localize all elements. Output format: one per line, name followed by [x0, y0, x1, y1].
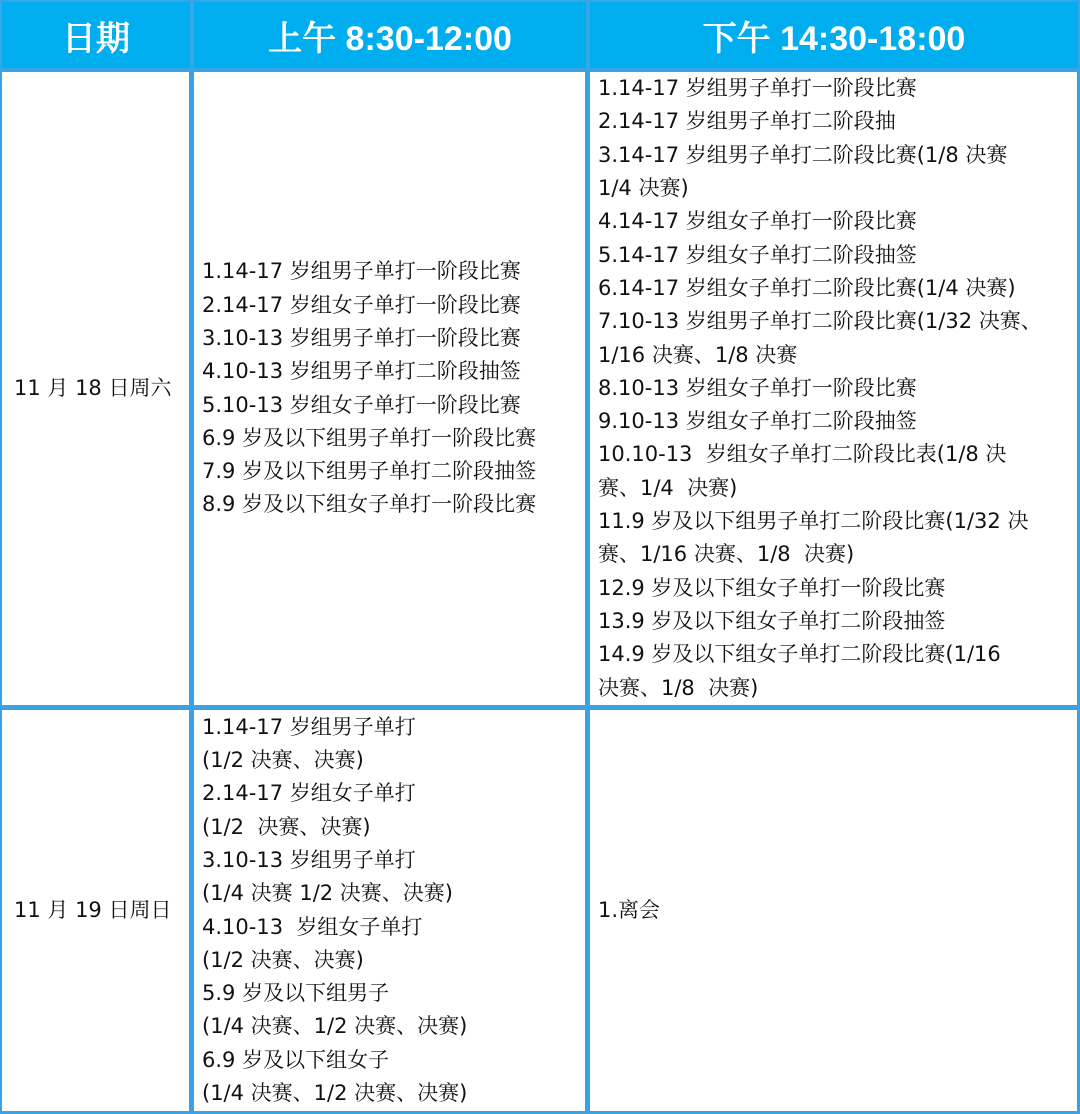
header-afternoon: 下午 14:30-18:00 — [588, 0, 1080, 70]
schedule-line: 7.9 岁及以下组男子单打二阶段抽签 — [202, 459, 537, 484]
schedule-line: 3.14-17 岁组男子单打二阶段比赛(1/8 决赛 — [598, 142, 1008, 167]
row-1-afternoon — [587, 69, 1080, 708]
schedule-line: 5.14-17 岁组女子单打二阶段抽签 — [598, 242, 917, 267]
date-label: 11 月 18 日周六 — [14, 375, 172, 400]
schedule-line: 决赛、1/8 决赛) — [598, 675, 759, 700]
schedule-line: 1.14-17 岁组男子单打 — [202, 714, 416, 739]
header-date: 日期 — [0, 0, 192, 70]
schedule-line: 6.14-17 岁组女子单打二阶段比赛(1/4 决赛) — [598, 275, 1016, 300]
schedule-line: 1/16 决赛、1/8 决赛 — [598, 342, 798, 367]
row-2-date — [0, 707, 192, 1114]
schedule-line: 赛、1/16 决赛、1/8 决赛) — [598, 542, 855, 567]
header-morning: 上午 8:30-12:00 — [192, 0, 588, 70]
schedule-line: (1/4 决赛、1/2 决赛、决赛) — [202, 1014, 468, 1039]
schedule-line: 8.10-13 岁组女子单打一阶段比赛 — [598, 375, 917, 400]
schedule-line: 2.14-17 岁组女子单打 — [202, 781, 416, 806]
row-2-afternoon — [587, 707, 1080, 1114]
schedule-line: 2.14-17 岁组男子单打二阶段抽 — [598, 109, 896, 134]
schedule-line: 1.离会 — [598, 897, 661, 922]
row-1-morning — [191, 69, 588, 708]
schedule-line: 5.10-13 岁组女子单打一阶段比赛 — [202, 392, 521, 417]
schedule-line: 10.10-13 岁组女子单打二阶段比表(1/8 决 — [598, 442, 1007, 467]
schedule-line: 2.14-17 岁组女子单打一阶段比赛 — [202, 292, 521, 317]
schedule-line: 14.9 岁及以下组女子单打二阶段比赛(1/16 — [598, 642, 1001, 667]
schedule-line: 5.9 岁及以下组男子 — [202, 981, 390, 1006]
schedule-line: 13.9 岁及以下组女子单打二阶段抽签 — [598, 608, 946, 633]
schedule-line: 12.9 岁及以下组女子单打一阶段比赛 — [598, 575, 946, 600]
date-label: 11 月 19 日周日 — [14, 897, 172, 922]
schedule-line: 1/4 决赛) — [598, 176, 689, 201]
schedule-line: (1/4 决赛 1/2 决赛、决赛) — [202, 881, 454, 906]
schedule-line: (1/4 决赛、1/2 决赛、决赛) — [202, 1080, 468, 1105]
schedule-line: 3.10-13 岁组男子单打 — [202, 847, 416, 872]
schedule-line: 1.14-17 岁组男子单打一阶段比赛 — [598, 76, 917, 101]
schedule-line: 3.10-13 岁组男子单打一阶段比赛 — [202, 325, 521, 350]
schedule-line: 9.10-13 岁组女子单打二阶段抽签 — [598, 409, 917, 434]
row-2-morning — [191, 707, 588, 1114]
schedule-line: 1.14-17 岁组男子单打一阶段比赛 — [202, 259, 521, 284]
schedule-line: (1/2 决赛、决赛) — [202, 748, 364, 773]
schedule-line: 8.9 岁及以下组女子单打一阶段比赛 — [202, 492, 537, 517]
schedule-line: 7.10-13 岁组男子单打二阶段比赛(1/32 决赛、 — [598, 309, 1042, 334]
schedule-line: 6.9 岁及以下组女子 — [202, 1047, 390, 1072]
schedule-line: 赛、1/4 决赛) — [598, 475, 738, 500]
schedule-line: 11.9 岁及以下组男子单打二阶段比赛(1/32 决 — [598, 509, 1029, 534]
schedule-line: 4.10-13 岁组男子单打二阶段抽签 — [202, 359, 521, 384]
schedule-line: 6.9 岁及以下组男子单打一阶段比赛 — [202, 425, 537, 450]
schedule-line: (1/2 决赛、决赛) — [202, 814, 371, 839]
schedule-line: (1/2 决赛、决赛) — [202, 947, 364, 972]
schedule-line: 4.10-13 岁组女子单打 — [202, 914, 423, 939]
schedule-line: 4.14-17 岁组女子单打一阶段比赛 — [598, 209, 917, 234]
row-1-date — [0, 69, 192, 708]
